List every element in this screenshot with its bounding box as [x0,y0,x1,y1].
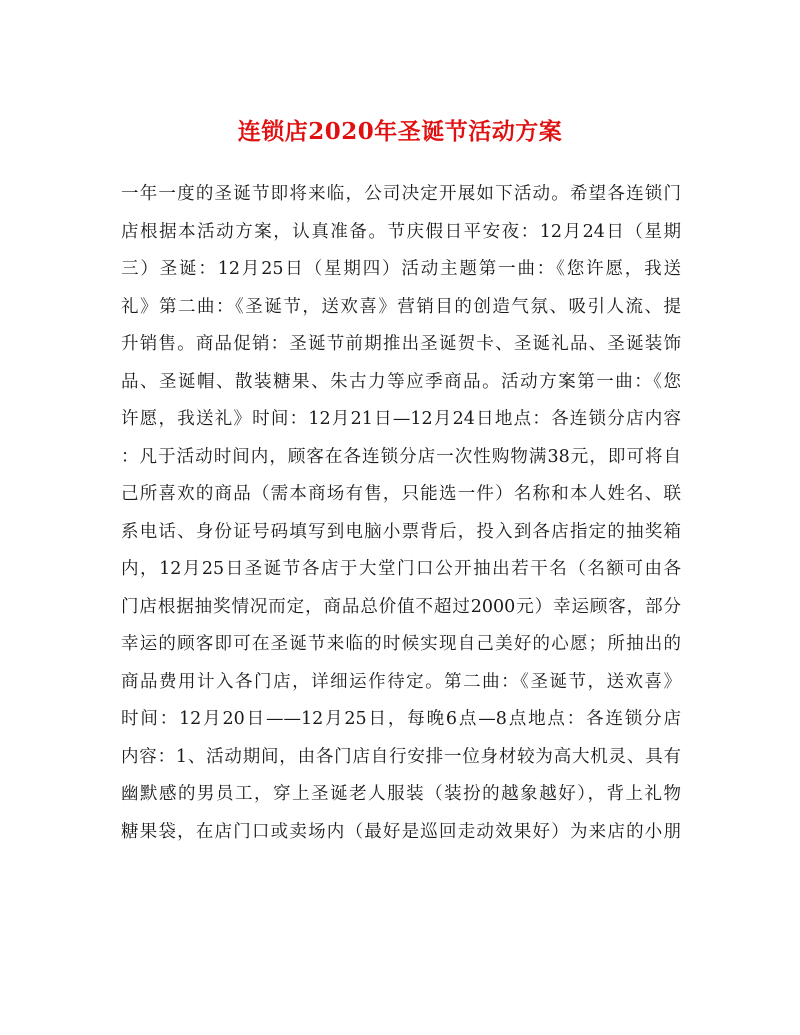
body-line: ：凡于活动时间内，顾客在各连锁分店一次性购物满38元，即可将自 [121,446,681,467]
body-line: 许愿，我送礼》时间：12月21日—12月24日地点：各连锁分店内容 [121,409,681,429]
body-line: 己所喜欢的商品（需本商场有售，只能选一件）名称和本人姓名、联 [121,484,681,504]
body-line: 礼》第二曲：《圣诞节，送欢喜》营销目的创造气氛、吸引人流、提 [121,296,681,317]
body-line: 糖果袋，在店门口或卖场内（最好是巡回走动效果好）为来店的小朋 [121,821,681,842]
body-line: 系电话、身份证号码填写到电脑小票背后，投入到各店指定的抽奖箱 [121,521,681,542]
body-line: 幽默感的男员工，穿上圣诞老人服装（装扮的越象越好），背上礼物 [121,784,681,804]
body-line: 幸运的顾客即可在圣诞节来临的时候实现自己美好的心愿；所抽出的 [121,634,681,654]
body-line: 时间：12月20日——12月25日，每晚6点—8点地点：各连锁分店 [121,709,681,729]
body-line: 升销售。商品促销：圣诞节前期推出圣诞贺卡、圣诞礼品、圣诞装饰 [121,334,681,354]
body-line: 门店根据抽奖情况而定，商品总价值不超过2000元）幸运顾客，部分 [121,596,681,617]
document-body [121,176,681,851]
body-line: 内容：1、活动期间，由各门店自行安排一位身材较为高大机灵、具有 [121,746,681,767]
body-line: 内，12月25日圣诞节各店于大堂门口公开抽出若干名（名额可由各 [121,559,681,579]
body-line: 店根据本活动方案，认真准备。节庆假日平安夜：12月24日（星期 [121,221,681,242]
body-line: 商品费用计入各门店，详细运作待定。第二曲：《圣诞节，送欢喜》 [121,671,681,692]
body-line: 品、圣诞帽、散装糖果、朱古力等应季商品。活动方案第一曲：《您 [121,371,681,392]
body-line: 三）圣诞：12月25日（星期四）活动主题第一曲：《您许愿，我送 [121,259,681,279]
body-line: 一年一度的圣诞节即将来临，公司决定开展如下活动。希望各连锁门 [121,184,681,204]
document-title: 连锁店2020年圣诞节活动方案 [237,118,563,145]
